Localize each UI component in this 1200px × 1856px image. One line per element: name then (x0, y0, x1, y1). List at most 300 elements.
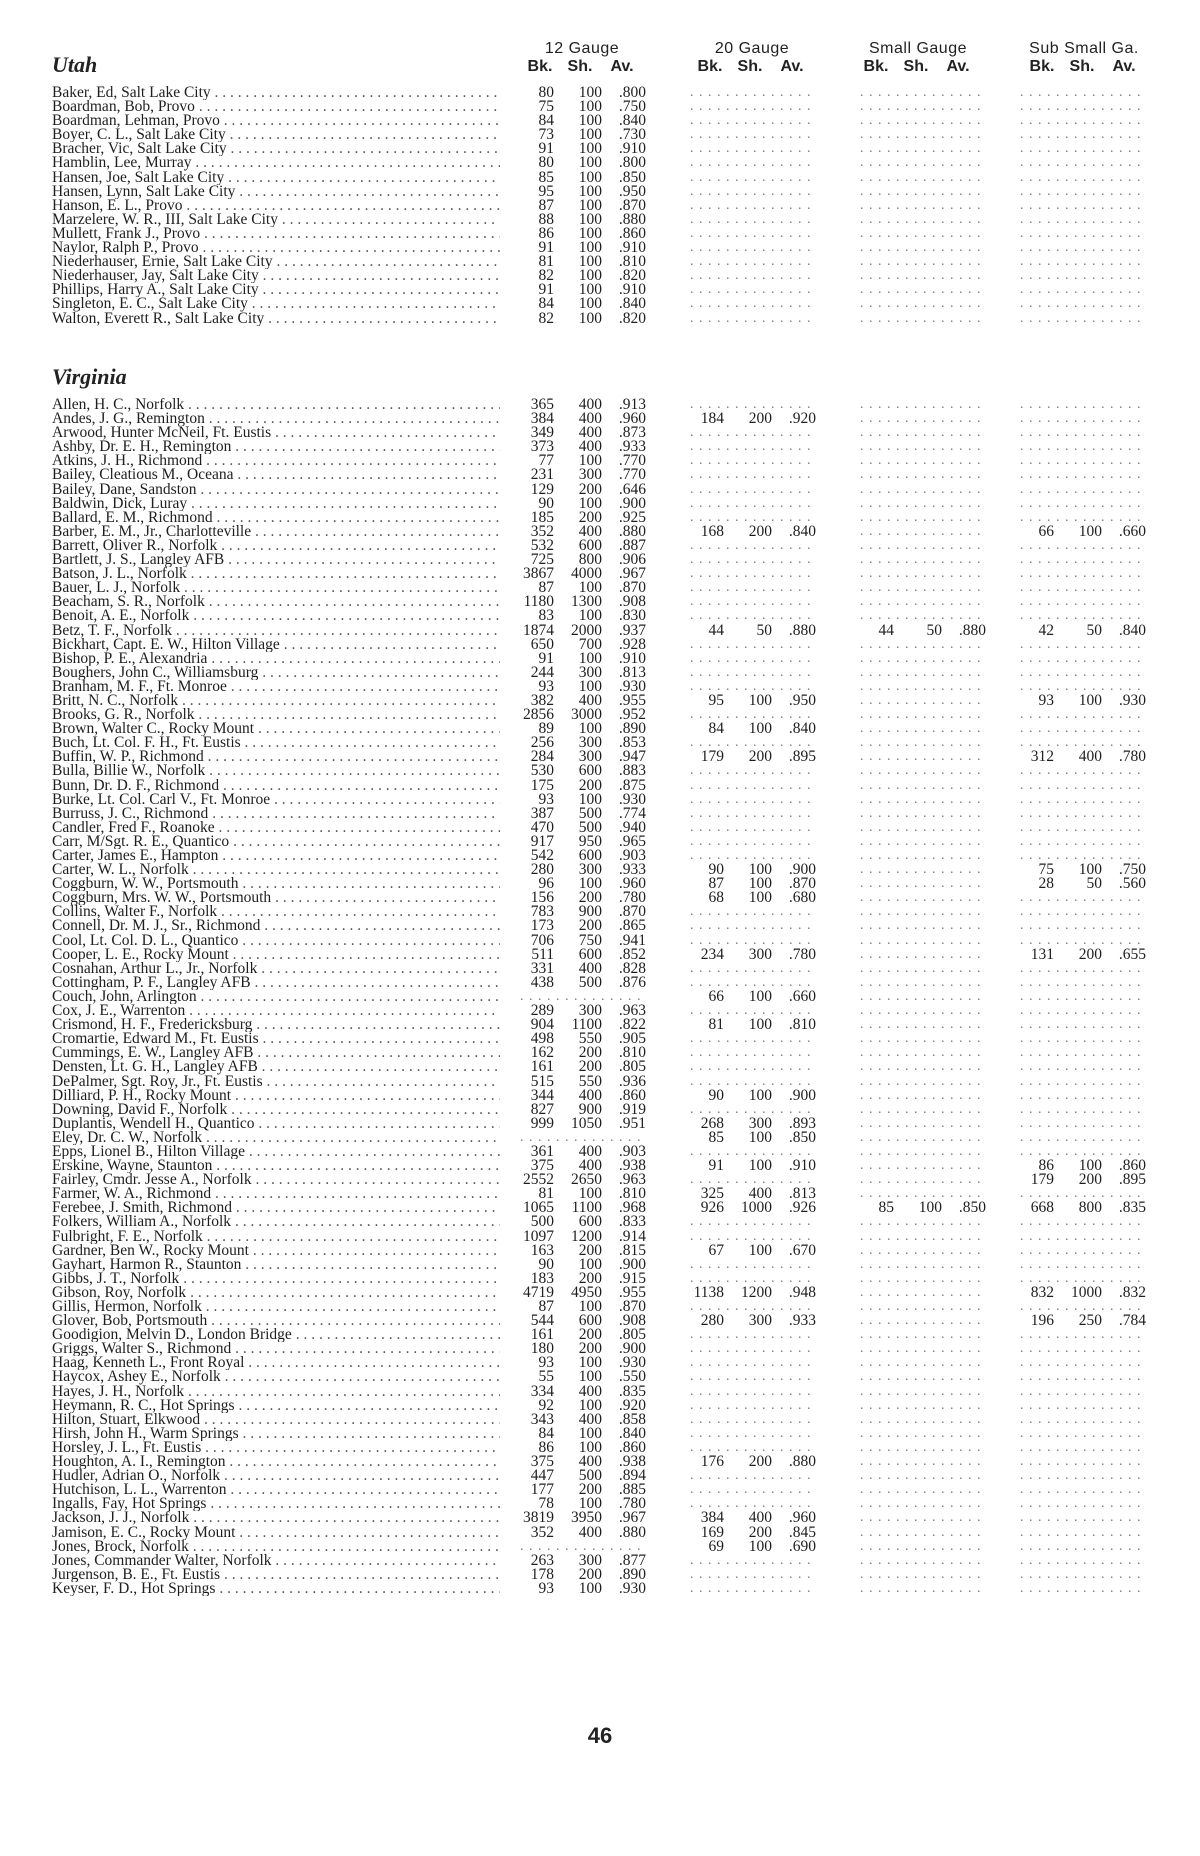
broken-count: 91 (538, 281, 554, 299)
shooter-name: Jones, Commander Walter, Norfolk . . . (52, 1554, 500, 1568)
shot-count: 200 (748, 1523, 772, 1541)
dot-leader: . . . . . . . . . . . . . . (1020, 297, 1142, 312)
dot-leader: . . . . . . . . . . . . . . (860, 975, 982, 990)
shot-count: 200 (578, 917, 602, 935)
dot-leader: . . . . . . . . . . . . . . (690, 665, 812, 680)
average: .660 (1118, 522, 1146, 540)
dot-leader: . . . . . . . . . . . . . . (860, 468, 982, 483)
shot-count: 1200 (741, 1283, 772, 1301)
broken-count: 161 (530, 1326, 554, 1344)
table-row (52, 1382, 1160, 1400)
dot-leader: . . . . . . . . . . . . . . (1020, 609, 1142, 624)
shot-count: 100 (578, 84, 602, 101)
average: .832 (1118, 1283, 1146, 1301)
broken-count: 3819 (523, 1509, 554, 1527)
shooter-name: Boardman, Bob, Provo . . . (52, 100, 500, 114)
empty-score-leader (690, 227, 830, 241)
average: .963 (618, 1002, 646, 1020)
table-row (52, 142, 1160, 156)
empty-score-leader (860, 750, 1000, 764)
empty-score-leader (860, 1356, 1000, 1370)
shot-count: 100 (578, 196, 602, 214)
empty-score-leader (1020, 835, 1160, 849)
table-row (52, 804, 1160, 822)
broken-count: 904 (530, 1016, 554, 1034)
shooter-name: Heymann, R. C., Hot Springs . . . (52, 1399, 500, 1413)
gauge-subcolumn-label: Av. (780, 58, 804, 75)
average: .680 (788, 889, 816, 907)
broken-count: 161 (530, 1058, 554, 1076)
empty-score-leader (860, 1413, 1000, 1427)
shot-count: 200 (748, 522, 772, 540)
dot-leader: . . . . . . . . . . . . . . (1020, 496, 1142, 511)
shot-count: 100 (578, 1185, 602, 1203)
shot-count: 100 (1078, 691, 1102, 709)
empty-score-leader (690, 1328, 830, 1342)
shot-count: 400 (578, 396, 602, 413)
average: .900 (618, 494, 646, 512)
dot-leader: . . . . . . . . . . . . . . (1020, 1271, 1142, 1286)
shot-count: 100 (578, 649, 602, 667)
dot-leader: . . . . . . . . . . . . . . (1020, 1356, 1142, 1371)
empty-score-leader (1020, 297, 1160, 311)
shot-count: 1300 (571, 593, 602, 611)
broken-count: 1065 (523, 1199, 554, 1217)
broken-count: 163 (530, 1241, 554, 1259)
scores-table (52, 86, 1160, 326)
broken-count: 280 (530, 861, 554, 879)
broken-count: 81 (538, 253, 554, 271)
empty-score-leader (690, 919, 830, 933)
shot-count: 4000 (571, 565, 602, 583)
broken-count: 77 (538, 452, 554, 470)
average: .937 (618, 621, 646, 639)
broken-count: 438 (530, 973, 554, 991)
average: .670 (788, 1241, 816, 1259)
broken-count: 84 (538, 112, 554, 130)
dot-leader: . . . . . . . . . . . . . . (690, 581, 812, 596)
dot-leader: . . . . . . . . . . . . . . (1020, 1384, 1142, 1399)
shot-count: 200 (578, 508, 602, 526)
shooter-name: Bartlett, J. S., Langley AFB . . . (52, 553, 500, 567)
shot-count: 550 (578, 1072, 602, 1090)
broken-count: 87 (538, 1298, 554, 1315)
broken-count: 55 (538, 1368, 554, 1386)
dot-leader: . . . . . . . . . . . . . . (1020, 905, 1142, 920)
table-row (52, 283, 1160, 297)
shooter-name: Boyer, C. L., Salt Lake City . . . (52, 128, 500, 142)
dot-leader: . . . . . . . . . . . . . . (690, 1567, 812, 1582)
broken-count: 92 (538, 1396, 554, 1414)
shooter-name: Gillis, Hermon, Norfolk . . . (52, 1300, 500, 1314)
dot-leader: . . . . . . . . . . . . . . (860, 1328, 982, 1343)
table-row (52, 1469, 1160, 1483)
dot-leader: . . . . . . . . . . . . . . (860, 1370, 982, 1385)
gauge-header-subcolumns (507, 58, 657, 76)
broken-count: 93 (538, 790, 554, 808)
empty-score-leader (860, 1060, 1000, 1074)
table-row (52, 210, 1160, 228)
empty-score-leader (860, 1258, 1000, 1272)
empty-score-leader (860, 638, 1000, 652)
empty-score-leader (860, 1117, 1000, 1131)
shot-count: 400 (748, 1509, 772, 1527)
empty-score-leader (1020, 722, 1160, 736)
average: .822 (618, 1016, 646, 1034)
shot-count: 300 (748, 945, 772, 963)
broken-count: 162 (530, 1044, 554, 1062)
broken-count: 352 (530, 1523, 554, 1541)
table-row (52, 1537, 1160, 1555)
dot-leader: . . . . . . . . . . . . . . (1020, 1144, 1142, 1159)
empty-score-leader (1020, 114, 1160, 128)
empty-score-leader (860, 100, 1000, 114)
dot-leader: . . . . . . . . . . . . . . (690, 1469, 812, 1484)
shot-count: 2000 (571, 621, 602, 639)
shot-count: 100 (748, 1016, 772, 1034)
shot-count: 200 (578, 1269, 602, 1287)
dot-leader: . . . . . . . . . . . . . . (860, 1102, 982, 1117)
shooter-name: Betz, T. F., Norfolk . . . (52, 624, 500, 638)
broken-count: 827 (530, 1100, 554, 1118)
average: .840 (618, 295, 646, 313)
broken-count: 175 (530, 776, 554, 794)
empty-score-leader (860, 821, 1000, 835)
empty-score-leader (690, 255, 830, 269)
empty-score-leader (690, 638, 830, 652)
empty-score-leader (690, 468, 830, 482)
empty-score-leader (860, 793, 1000, 807)
average: .805 (618, 1058, 646, 1076)
broken-count: 375 (530, 1157, 554, 1175)
shot-count: 200 (578, 1241, 602, 1259)
dot-leader: . . . . . . . . . . . . . . (860, 170, 982, 185)
dot-leader: . . . . . . . . . . . . . . (860, 665, 982, 680)
table-row (52, 581, 1160, 595)
dot-leader: . . . . . . . . . . . . . . (860, 255, 982, 270)
shot-count: 200 (748, 748, 772, 766)
broken-count: 312 (1030, 748, 1054, 766)
dot-leader: . . . . . . . . . . . . . . (690, 1257, 812, 1272)
empty-score-leader (1020, 962, 1160, 976)
empty-score-leader (1020, 497, 1160, 511)
empty-score-leader (1020, 976, 1160, 990)
average: .930 (618, 677, 646, 695)
average: .865 (618, 917, 646, 935)
shot-count: 100 (578, 1495, 602, 1513)
empty-score-leader (1020, 764, 1160, 778)
average: .810 (618, 1044, 646, 1062)
shot-count: 100 (578, 1368, 602, 1386)
dot-leader: . . . . . . . . . . . . . . (860, 792, 982, 807)
gauge-subcolumn-label: Av. (610, 58, 634, 75)
broken-count: 999 (530, 1114, 554, 1132)
shooter-name: Hansen, Joe, Salt Lake City . . . (52, 171, 500, 185)
empty-score-leader (860, 736, 1000, 750)
broken-count: 95 (538, 182, 554, 200)
dot-leader: . . . . . . . . . . . . . . (1020, 1116, 1142, 1131)
shooter-name: Branham, M. F., Ft. Monroe . . . (52, 680, 500, 694)
dot-leader: . . . . . . . . . . . . . . (1020, 100, 1142, 115)
average: .936 (618, 1072, 646, 1090)
average: .926 (788, 1199, 816, 1217)
dot-leader: . . . . . . . . . . . . . . (690, 496, 812, 511)
average: .833 (618, 1213, 646, 1231)
dot-leader: . . . . . . . . . . . . . . (1020, 1257, 1142, 1272)
empty-score-leader (690, 283, 830, 297)
empty-score-leader (860, 283, 1000, 297)
average: .914 (618, 1227, 646, 1245)
average: .938 (618, 1157, 646, 1175)
empty-score-leader (860, 142, 1000, 156)
shot-count: 100 (578, 112, 602, 130)
shot-count: 100 (578, 1396, 602, 1414)
dot-leader: . . . . . . . . . . . . . . (1020, 440, 1142, 455)
broken-count: 84 (708, 720, 724, 738)
dot-leader: . . . . . . . . . . . . . . (860, 891, 982, 906)
empty-score-leader (860, 1427, 1000, 1441)
empty-score-leader (1020, 1511, 1160, 1525)
shot-count: 750 (578, 931, 602, 949)
empty-score-leader (1020, 269, 1160, 283)
dot-leader: . . . . . . . . . . . . . . (690, 820, 812, 835)
dot-leader: . . . . . . . . . . . . . . (1020, 86, 1142, 100)
table-row (52, 1424, 1160, 1442)
empty-score-leader (690, 440, 830, 454)
empty-score-leader (690, 426, 830, 440)
table-row (52, 677, 1160, 695)
average: .815 (618, 1241, 646, 1259)
dot-leader: . . . . . . . . . . . . . . (1020, 412, 1142, 427)
dot-leader: . . . . . . . . . . . . . . (690, 764, 812, 779)
shooter-name: Coggburn, W. W., Portsmouth . . . (52, 877, 500, 891)
dot-leader: . . . . . . . . . . . . . . (690, 1398, 812, 1413)
table-row (52, 508, 1160, 526)
broken-count: 361 (530, 1142, 554, 1160)
empty-score-leader (1020, 779, 1160, 793)
shot-count: 300 (748, 1312, 772, 1330)
empty-score-leader (860, 114, 1000, 128)
shooter-name: Eley, Dr. C. W., Norfolk . . . (52, 1131, 500, 1145)
table-row (52, 536, 1160, 554)
empty-score-leader (1020, 1427, 1160, 1441)
dot-leader: . . . . . . . . . . . . . . (860, 1187, 982, 1202)
empty-score-leader (860, 976, 1000, 990)
dot-leader: . . . . . . . . . . . . . . (1020, 1497, 1142, 1512)
broken-count: 706 (530, 931, 554, 949)
shot-count: 200 (578, 1565, 602, 1583)
broken-count: 89 (538, 720, 554, 738)
dot-leader: . . . . . . . . . . . . . . (690, 961, 812, 976)
table-row (52, 1300, 1160, 1314)
shot-count: 100 (748, 691, 772, 709)
shot-count: 400 (1078, 748, 1102, 766)
empty-score-leader (690, 1582, 830, 1596)
empty-score-leader (690, 1554, 830, 1568)
broken-count: 66 (1038, 522, 1054, 540)
empty-score-leader (860, 497, 1000, 511)
gauge-header (677, 40, 827, 76)
dot-leader: . . . . . . . . . . . . . . (1020, 283, 1142, 298)
shooter-name: Carter, W. L., Norfolk . . . (52, 863, 500, 877)
empty-score-leader (690, 539, 830, 553)
dot-leader: . . . . . . . . . . . . . . (690, 1300, 812, 1314)
gauge-subcolumn-label: Bk. (863, 58, 889, 75)
empty-score-leader (860, 1046, 1000, 1060)
dot-leader: . . . . . . . . . . . . . . (1020, 538, 1142, 553)
shot-count: 100 (1078, 861, 1102, 879)
shot-count: 100 (1078, 1157, 1102, 1175)
empty-score-leader (690, 962, 830, 976)
shooter-name: Buffin, W. P., Richmond . . . (52, 750, 500, 764)
average: .965 (618, 832, 646, 850)
average: .858 (618, 1410, 646, 1428)
table-row (52, 1227, 1160, 1245)
average: .828 (618, 959, 646, 977)
broken-count: 95 (708, 691, 724, 709)
average: .800 (618, 154, 646, 172)
dot-leader: . . . . . . . . . . . . . . (1020, 1046, 1142, 1061)
table-row (52, 1072, 1160, 1090)
broken-count: 90 (538, 494, 554, 512)
empty-score-leader (1020, 1117, 1160, 1131)
dot-leader: . . . . . . . . . . . . . . (690, 269, 812, 284)
broken-count: 85 (538, 168, 554, 186)
shooter-name: Carter, James E., Hampton . . . (52, 849, 500, 863)
broken-count: 84 (538, 1424, 554, 1442)
shot-count: 300 (578, 734, 602, 752)
shot-count: 1000 (1071, 1283, 1102, 1301)
empty-score-leader (1020, 1215, 1160, 1229)
shot-count: 100 (578, 154, 602, 172)
dot-leader: . . . . . . . . . . . . . . (1020, 891, 1142, 906)
shooter-name: Hudler, Adrian O., Norfolk . . . (52, 1469, 500, 1483)
shooter-name: Bunn, Dr. D. F., Richmond . . . (52, 779, 500, 793)
broken-count: 542 (530, 847, 554, 864)
broken-count: 263 (530, 1551, 554, 1569)
dot-leader: . . . . . . . . . . . . . . (860, 679, 982, 694)
empty-score-leader (690, 793, 830, 807)
average: .660 (788, 987, 816, 1005)
shot-count: 400 (578, 959, 602, 977)
table-row (52, 635, 1160, 653)
empty-score-leader (1020, 426, 1160, 440)
empty-score-leader (690, 553, 830, 567)
dot-leader: . . . . . . . . . . . . . . (690, 1483, 812, 1498)
table-row (52, 609, 1160, 623)
dot-leader: . . . . . . . . . . . . . . (860, 553, 982, 568)
broken-count: 93 (538, 1354, 554, 1372)
empty-score-leader (860, 863, 1000, 877)
empty-score-leader (1020, 1230, 1160, 1244)
dot-leader: . . . . . . . . . . . . . . (1020, 1004, 1142, 1019)
average: .810 (618, 1185, 646, 1203)
dot-leader: . . . . . . . . . . . . . . (1020, 1060, 1142, 1075)
empty-score-leader (860, 1032, 1000, 1046)
table-row (52, 196, 1160, 214)
dot-leader: . . . . . . . . . . . . . . (690, 1229, 812, 1244)
table-row (52, 1215, 1160, 1229)
average: .950 (618, 182, 646, 200)
shot-count: 100 (578, 140, 602, 158)
empty-score-leader (860, 454, 1000, 468)
empty-score-leader (690, 269, 830, 283)
broken-count: 81 (708, 1016, 724, 1034)
broken-count: 177 (530, 1481, 554, 1499)
shooter-name: Goodigion, Melvin D., London Bridge . . . (52, 1328, 500, 1342)
shot-count: 100 (918, 1199, 942, 1217)
empty-score-leader (1020, 1131, 1160, 1145)
broken-count: 926 (700, 1199, 724, 1217)
broken-count: 725 (530, 551, 554, 569)
dot-leader: . . . . . . . . . . . . . . (860, 1116, 982, 1131)
shooter-name: Hamblin, Lee, Murray . . . (52, 156, 500, 170)
table-row (52, 1241, 1160, 1259)
average: .830 (618, 607, 646, 625)
dot-leader: . . . . . . . . . . . . . . (860, 1511, 982, 1526)
average: .930 (1118, 691, 1146, 709)
broken-count: 86 (538, 1438, 554, 1456)
shot-count: 200 (578, 1340, 602, 1358)
empty-score-leader (860, 990, 1000, 1004)
average: .910 (618, 140, 646, 158)
empty-score-leader (690, 199, 830, 213)
empty-score-leader (1020, 1385, 1160, 1399)
shooter-name: Baldwin, Dick, Luray . . . (52, 497, 500, 511)
dot-leader: . . . . . . . . . . . . . . (860, 86, 982, 100)
broken-count: 87 (538, 196, 554, 214)
gauge-subcolumn-label: Av. (946, 58, 970, 75)
table-row (52, 959, 1160, 977)
average: .780 (788, 945, 816, 963)
average: .903 (618, 1142, 646, 1160)
shooter-name: Batson, J. L., Norfolk . . . (52, 567, 500, 581)
empty-score-leader (860, 412, 1000, 426)
average: .890 (618, 720, 646, 738)
dot-leader: . . . . . . . . . . . . . . (1020, 1511, 1142, 1526)
dot-leader: . . . . . . . . . . . . . . (860, 581, 982, 596)
dot-leader: . . . . . . . . . . . . . . (1020, 482, 1142, 497)
dot-leader: . . . . . . . . . . . . . . (690, 482, 812, 497)
dot-leader: . . . . . . . . . . . . . . (690, 212, 812, 227)
average: .933 (618, 438, 646, 456)
broken-count: 185 (530, 508, 554, 526)
shooter-name: Houghton, A. I., Remington . . . (52, 1455, 500, 1469)
gauge-header-title: 20 Gauge (714, 40, 790, 57)
empty-score-leader (690, 1469, 830, 1483)
dot-leader: . . . . . . . . . . . . . . (860, 482, 982, 497)
empty-score-leader (860, 1286, 1000, 1300)
shooter-name: Singleton, E. C., Salt Lake City . . . (52, 297, 500, 311)
empty-score-leader (1020, 793, 1160, 807)
empty-score-leader (690, 1356, 830, 1370)
table-row (52, 168, 1160, 186)
broken-count: 832 (1030, 1283, 1054, 1301)
shot-count: 400 (578, 1157, 602, 1175)
dot-leader: . . . . . . . . . . . . . . (860, 1159, 982, 1174)
shot-count: 500 (578, 818, 602, 836)
shooter-name: Carr, M/Sgt. R. E., Quantico . . . (52, 835, 500, 849)
shooter-name: Hayes, J. H., Norfolk . . . (52, 1385, 500, 1399)
table-row (52, 945, 1160, 963)
dot-leader: . . . . . . . . . . . . . . (690, 198, 812, 213)
empty-score-leader (1020, 553, 1160, 567)
empty-score-leader (1020, 255, 1160, 269)
dot-leader: . . . . . . . . . . . . . . (690, 1102, 812, 1117)
dot-leader: . . . . . . . . . . . . . . (690, 468, 812, 483)
average: .880 (618, 210, 646, 228)
empty-score-leader (690, 483, 830, 497)
